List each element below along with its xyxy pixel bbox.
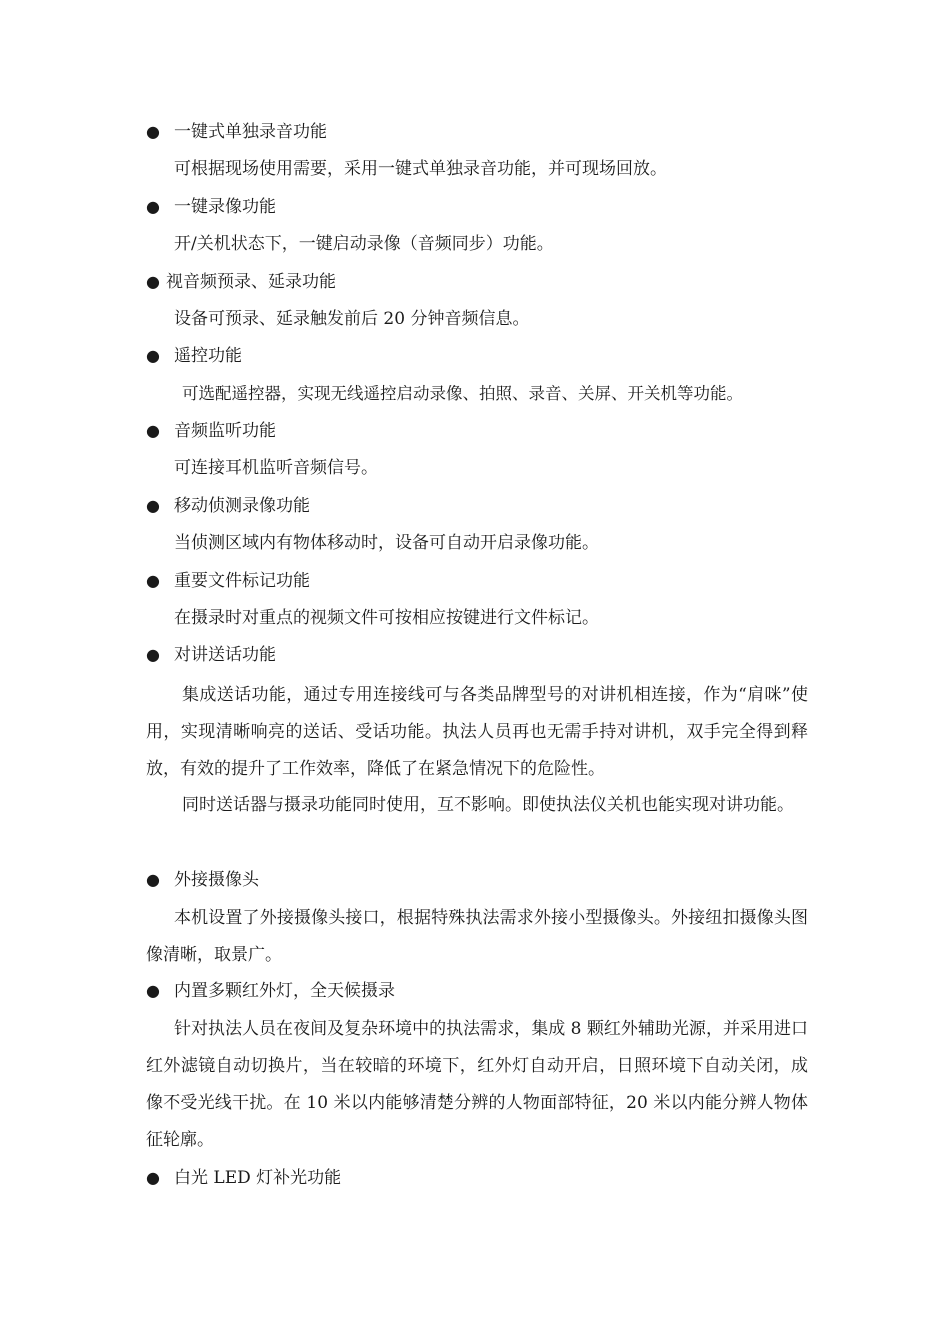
bullet-icon: ● [146, 272, 160, 291]
body-text: 可选配遥控器，实现无线遥控启动录像、拍照、录音、关屏、开关机等功能。 [182, 384, 743, 403]
body-text: 当侦测区域内有物体移动时，设备可自动开启录像功能。 [174, 533, 599, 553]
bullet-icon: ● [146, 645, 160, 664]
heading-text: 一键式单独录音功能 [174, 122, 327, 142]
section-heading [146, 570, 310, 592]
section-heading [146, 644, 276, 666]
heading-text: 重要文件标记功能 [174, 571, 310, 591]
section-heading [146, 345, 242, 367]
heading-text: 遥控功能 [174, 346, 242, 366]
body-text: 可根据现场使用需要，采用一键式单独录音功能，并可现场回放。 [174, 159, 667, 179]
heading-text: 视音频预录、延录功能 [166, 272, 336, 292]
section-heading [146, 980, 395, 1002]
heading-text: 外接摄像头 [174, 870, 259, 890]
bullet-icon: ● [146, 496, 160, 515]
section-heading [146, 420, 276, 442]
bullet-icon: ● [146, 1168, 160, 1187]
bullet-icon: ● [146, 122, 160, 141]
heading-text: 一键录像功能 [174, 197, 276, 217]
body-paragraph: 针对执法人员在夜间及复杂环境中的执法需求，集成 8 颗红外辅助光源，并采用进口红外滤镜自动切换片，当在较暗的环境下，红外灯自动开启，日照环境下自动关闭，成像不受光线干扰。在 10 米以内能够清楚分辨的人物面部特征，20 米以内能分辨人物体征轮廓。 [146, 1019, 808, 1150]
body-paragraph: 集成送话功能，通过专用连接线可与各类品牌型号的对讲机相连接，作为“肩咪”使用，实现清晰响亮的送话、受话功能。执法人员再也无需手持对讲机，双手完全得到释放，有效的提升了工作效率，降低了在紧急情况下的危险性。 [146, 685, 808, 779]
heading-text: 对讲送话功能 [174, 645, 276, 665]
heading-text: 音频监听功能 [174, 421, 276, 441]
body-text: 在摄录时对重点的视频文件可按相应按键进行文件标记。 [174, 608, 599, 628]
heading-text: 白光 LED 灯补光功能 [174, 1168, 342, 1188]
section-heading [146, 495, 310, 517]
body-text: 可连接耳机监听音频信号。 [174, 458, 378, 478]
section-heading [146, 869, 259, 891]
body-paragraph: 同时送话器与摄录功能同时使用，互不影响。即使执法仪关机也能实现对讲功能。 [182, 795, 794, 815]
section-heading [146, 271, 336, 293]
section-heading [146, 121, 327, 143]
heading-text: 内置多颗红外灯，全天候摄录 [174, 981, 395, 1001]
section-heading [146, 1167, 341, 1189]
body-text: 设备可预录、延录触发前后 20 分钟音频信息。 [174, 309, 530, 329]
bullet-icon: ● [146, 346, 160, 365]
body-text: 开/关机状态下，一键启动录像（音频同步）功能。 [174, 234, 554, 254]
body-paragraph: 本机设置了外接摄像头接口，根据特殊执法需求外接小型摄像头。外接纽扣摄像头图像清晰，取景广。 [146, 908, 808, 965]
section-heading [146, 196, 276, 218]
bullet-icon: ● [146, 571, 160, 590]
bullet-icon: ● [146, 421, 160, 440]
heading-text: 移动侦测录像功能 [174, 496, 310, 516]
bullet-icon: ● [146, 197, 160, 216]
bullet-icon: ● [146, 870, 160, 889]
bullet-icon: ● [146, 981, 160, 1000]
